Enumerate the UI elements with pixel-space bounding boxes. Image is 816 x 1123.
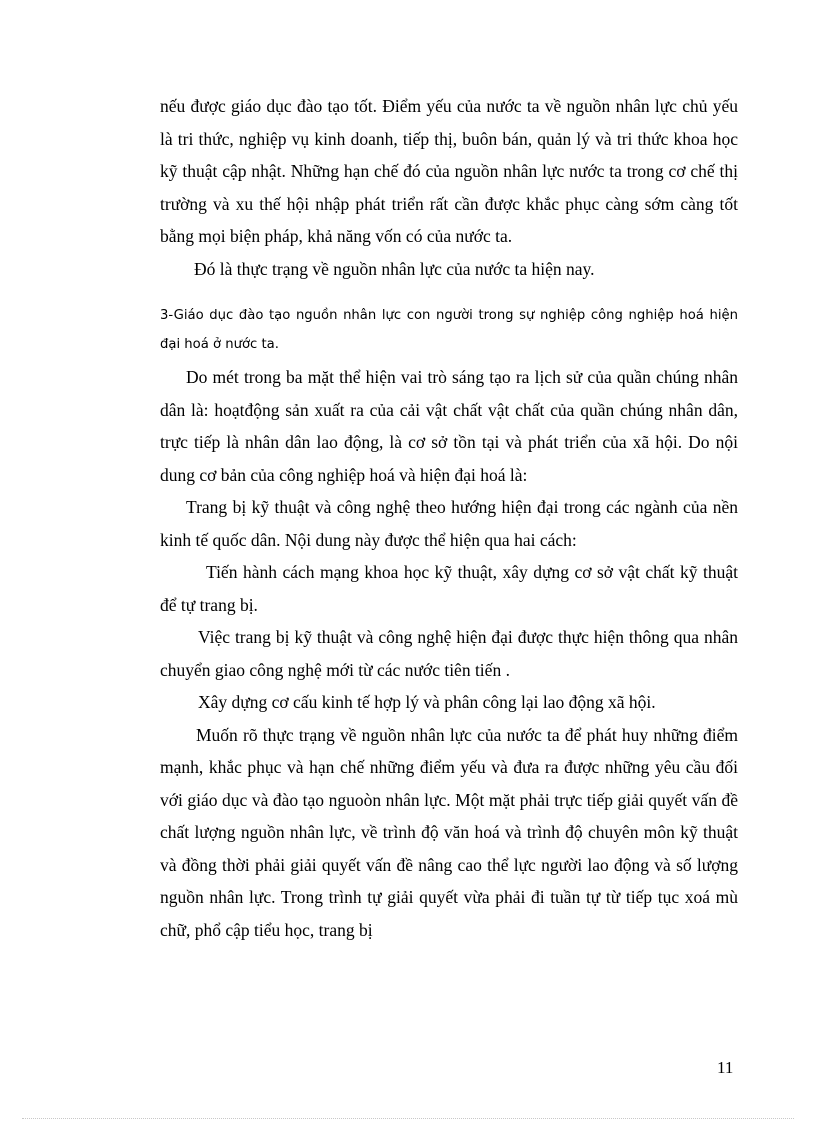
paragraph: Đó là thực trạng về nguồn nhân lực của nước ta hiện nay.	[194, 258, 595, 279]
page-number: 11	[717, 1058, 734, 1077]
page-bottom-divider	[22, 1118, 794, 1119]
spacer	[160, 285, 738, 301]
paragraph: nếu được giáo dục đào tạo tốt. Điểm yếu của nước ta về nguồn nhân lực chủ yếu là tri thức, nghiệp vụ kinh doanh, tiếp thị, buôn bán, quản lý và tri thức khoa học kỹ thuật cập nhật. Những hạn chế đó của nguồn nhân lực nước ta trong cơ chế thị trường và xu thế hội nhập phát triển rất cần được khắc phục càng sớm càng tốt bằng mọi biện pháp, khả năng vốn có của nước ta.	[160, 96, 738, 246]
body-text	[160, 90, 738, 946]
paragraph: Do mét trong ba mặt thể hiện vai trò sáng tạo ra lịch sử của quần chúng nhân dân là: hoạtđộng sản xuất ra của cải vật chất vật chất của quần chúng nhân dân, trực tiếp là nhân dân lao động, là cơ sở tồn tại và phát triển của xã hội. Do nội dung cơ bản của công nghiệp hoá và hiện đại hoá là:	[160, 367, 738, 485]
paragraph: Xây dựng cơ cấu kinh tế hợp lý và phân công lại lao động xã hội.	[198, 692, 656, 712]
paragraph: Trang bị kỹ thuật và công nghệ theo hướng hiện đại trong các ngành của nền kinh tế quốc dân. Nội dung này được thể hiện qua hai cách:	[160, 497, 738, 550]
paragraph: Việc trang bị kỹ thuật và công nghệ hiện đại được thực hiện thông qua nhân chuyển giao công nghệ mới từ các nước tiên tiến .	[160, 627, 738, 680]
section-heading: 3-Giáo dục đào tạo nguồn nhân lực con người trong sự nghiệp công nghiệp hoá hiện đại hoá ở nước ta.	[160, 308, 738, 352]
paragraph: Muốn rõ thực trạng về nguồn nhân lực của nước ta để phát huy những điểm mạnh, khắc phục và hạn chế những điểm yếu và đưa ra được những yêu cầu đối với giáo dục và đào tạo nguoòn nhân lực. Một mặt phải trực tiếp giải quyết vấn đề chất lượng nguồn nhân lực, về trình độ văn hoá và trình độ chuyên môn kỹ thuật và đồng thời phải giải quyết vấn đề nâng cao thể lực người lao động và số lượng nguồn nhân lực. Trong trình tự giải quyết vừa phải đi tuần tự từ tiếp tục xoá mù chữ, phổ cập tiểu học, trang bị	[160, 724, 738, 940]
paragraph: Tiến hành cách mạng khoa học kỹ thuật, xây dựng cơ sở vật chất kỹ thuật để tự trang bị.	[160, 562, 738, 615]
